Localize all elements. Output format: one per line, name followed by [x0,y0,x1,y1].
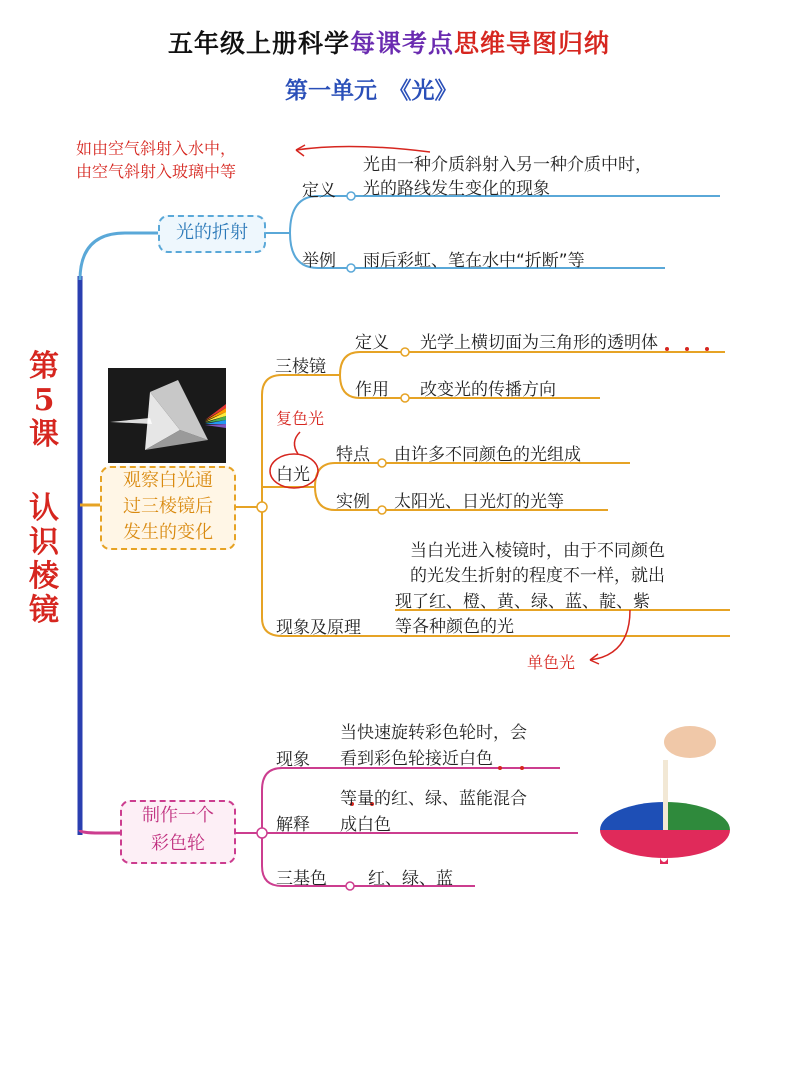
title-part2: 每课考点 [350,29,455,58]
refraction-note-line1: 如由空气斜射入水中， [76,139,237,158]
refraction-example-key: 举例 [302,251,336,271]
node-prism-line1: 观察白光通 [123,470,213,491]
refraction-example-value: 雨后彩虹、笔在水中“折断”等 [363,251,585,271]
wheel-phenomenon-line2: 看到彩色轮接近白色 [340,749,493,769]
node-wheel-line2: 彩色轮 [151,833,205,854]
white-example-key: 实例 [336,492,370,512]
node-prism-line2: 过三棱镜后 [123,496,213,517]
node-wheel-line1: 制作一个 [142,805,214,826]
color-wheel-image [600,726,730,864]
wheel-phenomenon-key: 现象 [276,750,310,770]
mono-light-note: 单色光 [527,653,576,672]
white-example-value: 太阳光、日光灯的光等 [394,492,564,512]
prism-key: 三棱镜 [275,357,326,377]
primary-colors-value: 红、绿、蓝 [368,869,453,889]
white-light-key: 白光 [276,465,310,485]
phenomenon-line4: 等各种颜色的光 [395,617,514,637]
node-prism-line3: 发生的变化 [123,522,213,543]
node-prism-observation[interactable] [100,466,236,550]
refraction-def-key: 定义 [302,181,336,201]
phenomenon-line3: 现了红、橙、黄、绿、蓝、靛、紫 [395,592,650,612]
primary-colors-key: 三基色 [276,869,327,889]
node-refraction[interactable] [158,215,266,253]
wheel-explain-line2: 成白色 [340,815,391,835]
page-subtitle: 第一单元 《光》 [285,77,458,104]
phenomenon-line1: 当白光进入棱镜时，由于不同颜色 [410,541,665,561]
branch1-connector [80,233,158,280]
lesson-label [24,350,64,628]
compound-light-note: 复色光 [276,409,325,428]
wheel-explain-key: 解释 [276,815,310,835]
title-part3: 思维导图归纳 [454,29,611,58]
white-feature-key: 特点 [336,445,370,465]
lesson-number: 第5课 [29,349,59,452]
phenomenon-key: 现象及原理 [276,618,361,638]
lesson-name: 认识棱镜 [29,491,59,628]
node-refraction-label: 光的折射 [176,222,248,243]
refraction-def-line1: 光由一种介质斜射入另一种介质中时， [363,155,652,175]
prism-image [108,368,226,463]
refraction-def-line2: 光的路线发生变化的现象 [363,179,550,199]
prism-def-value: 光学上横切面为三角形的透明体 [420,333,658,353]
wheel-explain-line1: 等量的红、绿、蓝能混合 [340,789,527,809]
wheel-phenomenon-line1: 当快速旋转彩色轮时，会 [340,723,527,743]
refraction-note-line2: 由空气斜射入玻璃中等 [76,162,237,181]
prism-def-key: 定义 [355,333,389,353]
phenomenon-line2: 的光发生折射的程度不一样，就出 [410,566,665,586]
def-line [290,196,720,233]
prism-use-value: 改变光的传播方向 [420,380,556,400]
node-color-wheel[interactable] [120,800,236,864]
white-feature-value: 由许多不同颜色的光组成 [394,445,581,465]
title-part1: 五年级上册科学 [168,29,351,58]
prism-use-key: 作用 [355,380,389,400]
branch3-connector [80,830,120,833]
